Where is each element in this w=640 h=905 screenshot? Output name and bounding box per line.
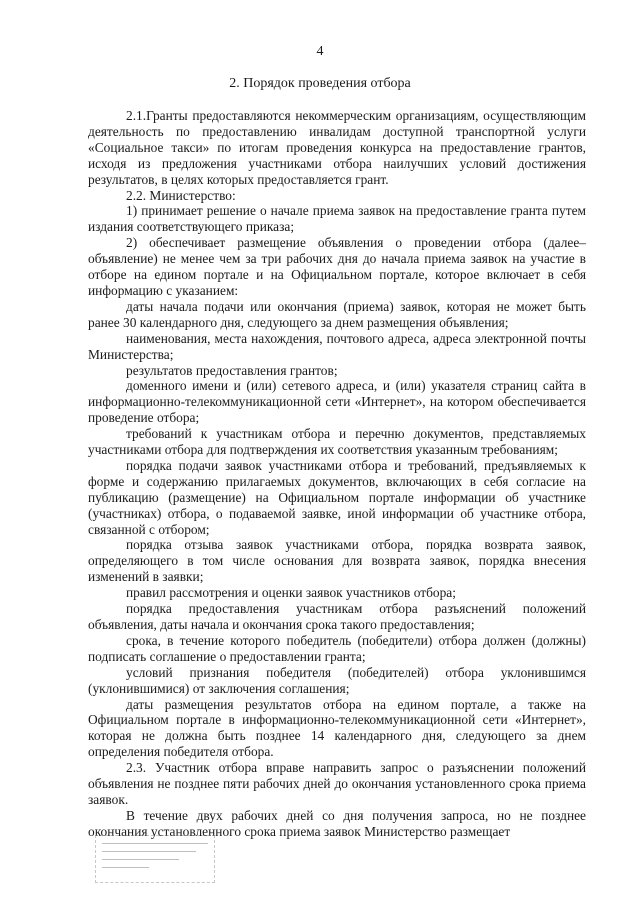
paragraph: порядка отзыва заявок участниками отбора, порядка возврата заявок, определяющего в том числе основания для возврата заявок, порядка внесения изменений в заявки; [88,537,586,585]
document-body [88,108,586,840]
faint-stamp-mark [95,835,215,883]
paragraph: 2) обеспечивает размещение объявления о проведении отбора (далее–объявление) не менее чем за три рабочих дня до начала приема заявок на участие в отборе на едином портале и на Официальном портале, которое включает в себя информацию с указанием: [88,235,586,298]
paragraph: срока, в течение которого победитель (победители) отбора должен (должны) подписать соглашение о предоставлении гранта; [88,632,586,664]
page-number: 4 [316,44,324,59]
paragraph: наименования, места нахождения, почтового адреса, адреса электронной почты Министерства; [88,330,586,362]
paragraph: порядка подачи заявок участниками отбора и требований, предъявляемых к форме и содержанию прилагаемых документов, включающих в себя согласие на публикацию (размещение) на Официальном портале информации об участнике (участниках) отбора, о подаваемой заявке, иной информации об участнике отбора, связанной с отбором; [88,457,586,537]
paragraph: 2.3. Участник отбора вправе направить запрос о разъяснении положений объявления не позднее пяти рабочих дней до окончания установленного срока приема заявок. [88,760,586,807]
paragraph: 2.1.Гранты предоставляются некоммерческим организациям, осуществляющим деятельность по предоставлению инвалидам доступной транспортной услуги «Социальное такси» по итогам проведения конкурса на предоставление грантов, исходя из предложения участниками отбора наилучших условий достижения результатов, в целях которых предоставляется грант. [88,108,586,187]
paragraph: условий признания победителя (победителей) отбора уклонившимся (уклонившимися) от заключения соглашения; [88,664,586,696]
paragraph: 1) принимает решение о начале приема заявок на предоставление гранта путем издания соответствующего приказа; [88,203,586,235]
paragraph: В течение двух рабочих дней со дня получения запроса, но не позднее окончания установленного срока приема заявок Министерство размещает [88,807,586,839]
section-heading: 2. Порядок проведения отбора [229,76,411,91]
paragraph: порядка предоставления участникам отбора разъяснений положений объявления, даты начала и окончания срока такого предоставления; [88,601,586,632]
paragraph: правил рассмотрения и оценки заявок участников отбора; [126,585,456,601]
paragraph: даты начала подачи или окончания (приема) заявок, которая не может быть ранее 30 календарного дня, следующего за днем размещения объявления; [88,298,586,330]
paragraph: даты размещения результатов отбора на едином портале, а также на Официальном портале в информационно-телекоммуникационной сети «Интернет», которая не должна быть позднее 14 календарного дня, следующего за днем определения победителя отбора. [88,696,586,760]
paragraph: доменного имени и (или) сетевого адреса, и (или) указателя страниц сайта в информационно-телекоммуникационной сети «Интернет», на котором обеспечивается проведение отбора; [88,378,586,426]
paragraph: 2.2. Министерство: [126,187,236,203]
paragraph: результатов предоставления грантов; [126,362,338,378]
paragraph: требований к участникам отбора и перечню документов, представляемых участниками отбора для подтверждения их соответствия указанным требованиям; [88,426,586,458]
